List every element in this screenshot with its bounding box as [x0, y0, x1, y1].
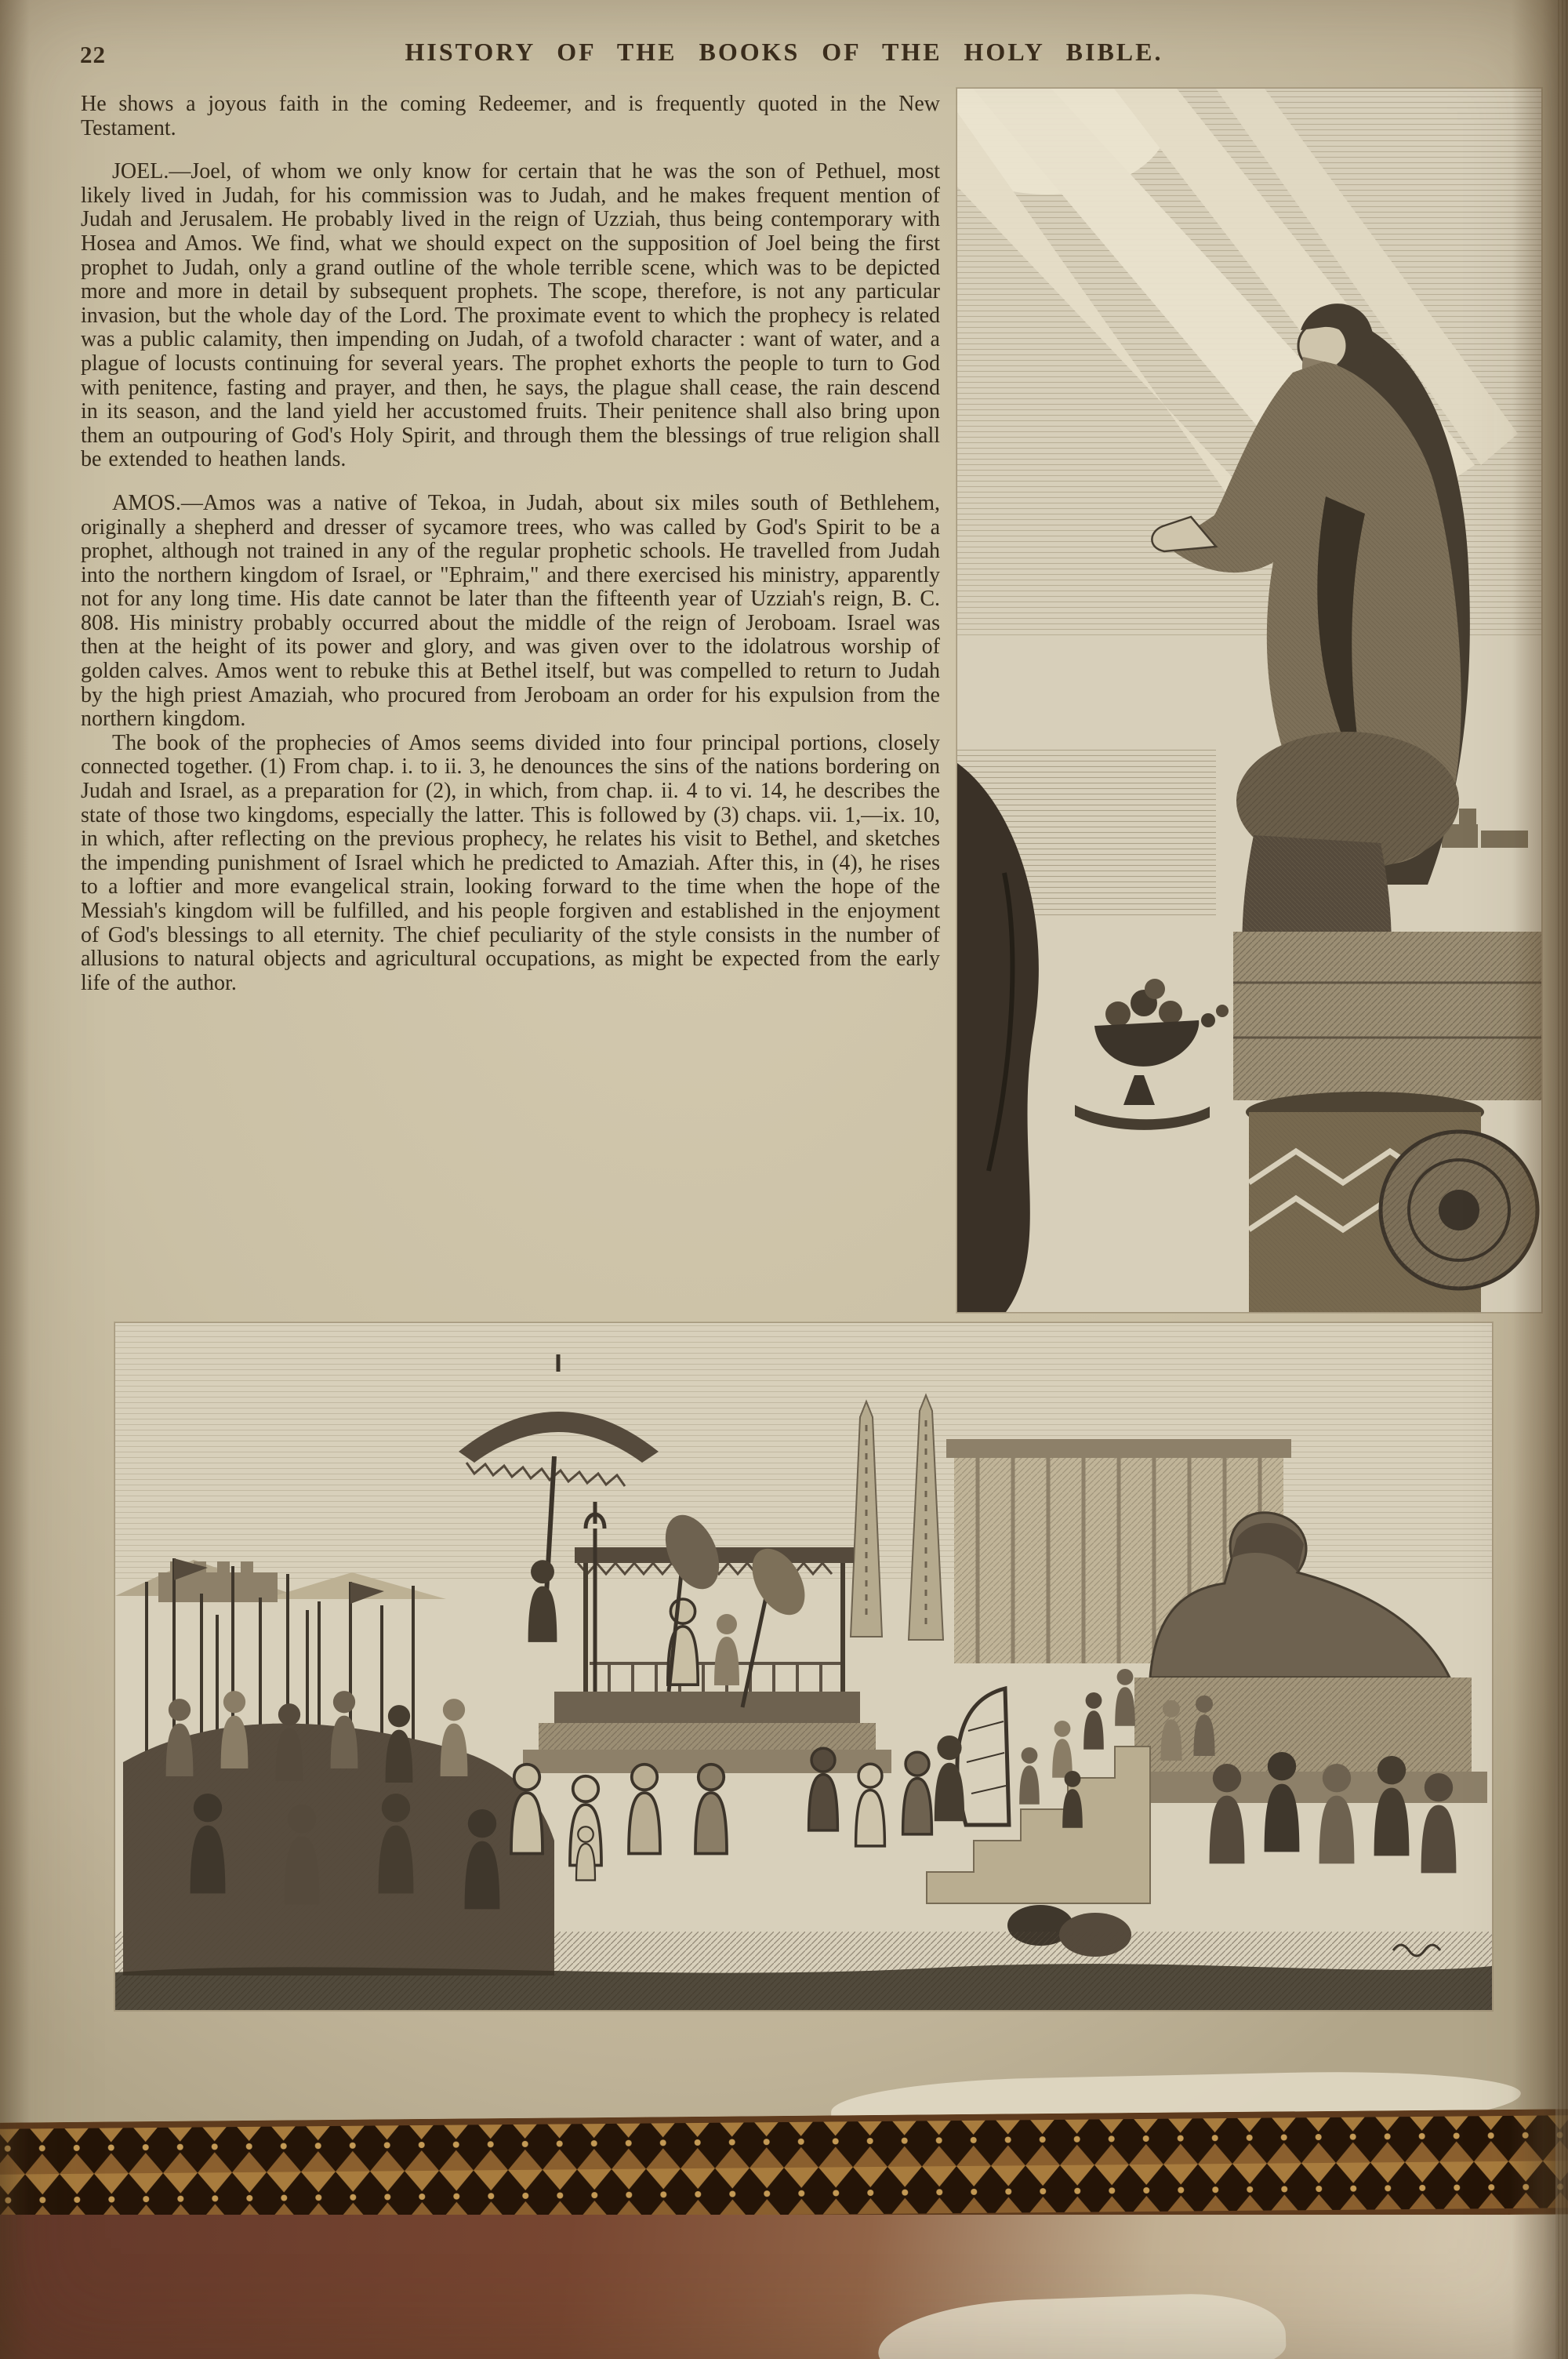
book-cover-edge	[0, 2215, 1568, 2359]
procession-engraving-art	[115, 1323, 1492, 2010]
page-number: 22	[80, 41, 106, 68]
binding-pattern	[0, 2109, 1568, 2228]
prophet-engraving-art	[957, 89, 1541, 1312]
paragraph-amos-structure: The book of the prophecies of Amos seems divided into four principal portions, closely connected together. (1) From chap. i. to ii. 3, he denounces the sins of the nations bordering on Judah and Israel, as a preparation for (2), in which, from chap. ii. 4 to vi. 14, he describes the state of those two kingdoms, especially the latter. This is followed by (3) chaps. vii. 1,—ix. 10, in which, after reflecting on the previous prophecy, he relates his visit to Bethel, and sketches the impending punishment of Israel which he predicted to Amaziah. After this, in (4), he rises to a loftier and more evangelical strain, looking forward to the time when the hope of the Messiah's kingdom will be fulfilled, and his people forgiven and established in the enjoyment of God's blessings to all eternity. The chief peculiarity of the style consists in the number of allusions to natural objects and agricultural occupations, as might be expected from the early life of the author.	[81, 730, 940, 995]
prophet-engraving	[956, 88, 1542, 1313]
article-text-column	[81, 93, 940, 995]
child-figure	[576, 1826, 595, 1880]
paragraph-joel: JOEL.—Joel, of whom we only know for certain that he was the son of Pethuel, most likely lived in Judah, for his commission was to Judah, and he makes frequent mention of Judah and Jerusalem. He probably lived in the reign of Uzziah, thus being contemporary with Hosea and Amos. We find, what we should expect on the supposition of Joel being the first prophet to Judah, only a grand outline of the whole terrible scene, which was to be depicted more and more in detail by subsequent prophets. The scope, therefore, is not any particular invasion, but the whole day of the Lord. The proximate event to which the prophecy is related was a public calamity, then impending on Judah, of a twofold character : want of water, and a plague of locusts continuing for several years. The prophet exhorts the people to turn to God with penitence, fasting and prayer, and then, he says, the plague shall cease, the rain descend in its season, and the land yield her accustomed fruits. Their penitence shall also bring upon them an outpouring of God's Holy Spirit, and through them the blessings of true religion shall be extended to heathen lands.	[81, 159, 940, 472]
decorative-binding-strip	[0, 2109, 1568, 2228]
procession-engraving	[114, 1322, 1493, 2011]
paragraph-amos: AMOS.—Amos was a native of Tekoa, in Judah, about six miles south of Bethlehem, originally a shepherd and dresser of sycamore trees, who was called by God's Spirit to be a prophet, although not trained in any of the regular prophetic schools. He travelled from Judah into the northern kingdom of Israel, or "Ephraim," and there exercised his ministry, apparently not for any long time. His date cannot be later than the fifteenth year of Uzziah's reign, B. C. 808. His ministry probably occurred about the middle of the reign of Jeroboam. Israel was then at the height of its power and glory, and was given over to the idolatrous worship of golden calves. Amos went to rebuke this at Bethel itself, but was compelled to return to Judah by the high priest Amaziah, who procured from Jeroboam an order for his expulsion from the northern kingdom.	[81, 490, 940, 732]
left-edge-shadow	[0, 0, 30, 2359]
foreground-ground	[115, 1932, 1492, 2010]
round-shield	[1381, 1132, 1537, 1289]
attendant-figure	[714, 1614, 739, 1685]
parasol-bearer	[528, 1560, 557, 1642]
page-stack-edges	[1555, 0, 1568, 2359]
paragraph-intro: He shows a joyous faith in the coming Redeemer, and is frequently quoted in the New Testament.	[81, 92, 940, 140]
page-title: HISTORY OF THE BOOKS OF THE HOLY BIBLE.	[405, 38, 1163, 66]
